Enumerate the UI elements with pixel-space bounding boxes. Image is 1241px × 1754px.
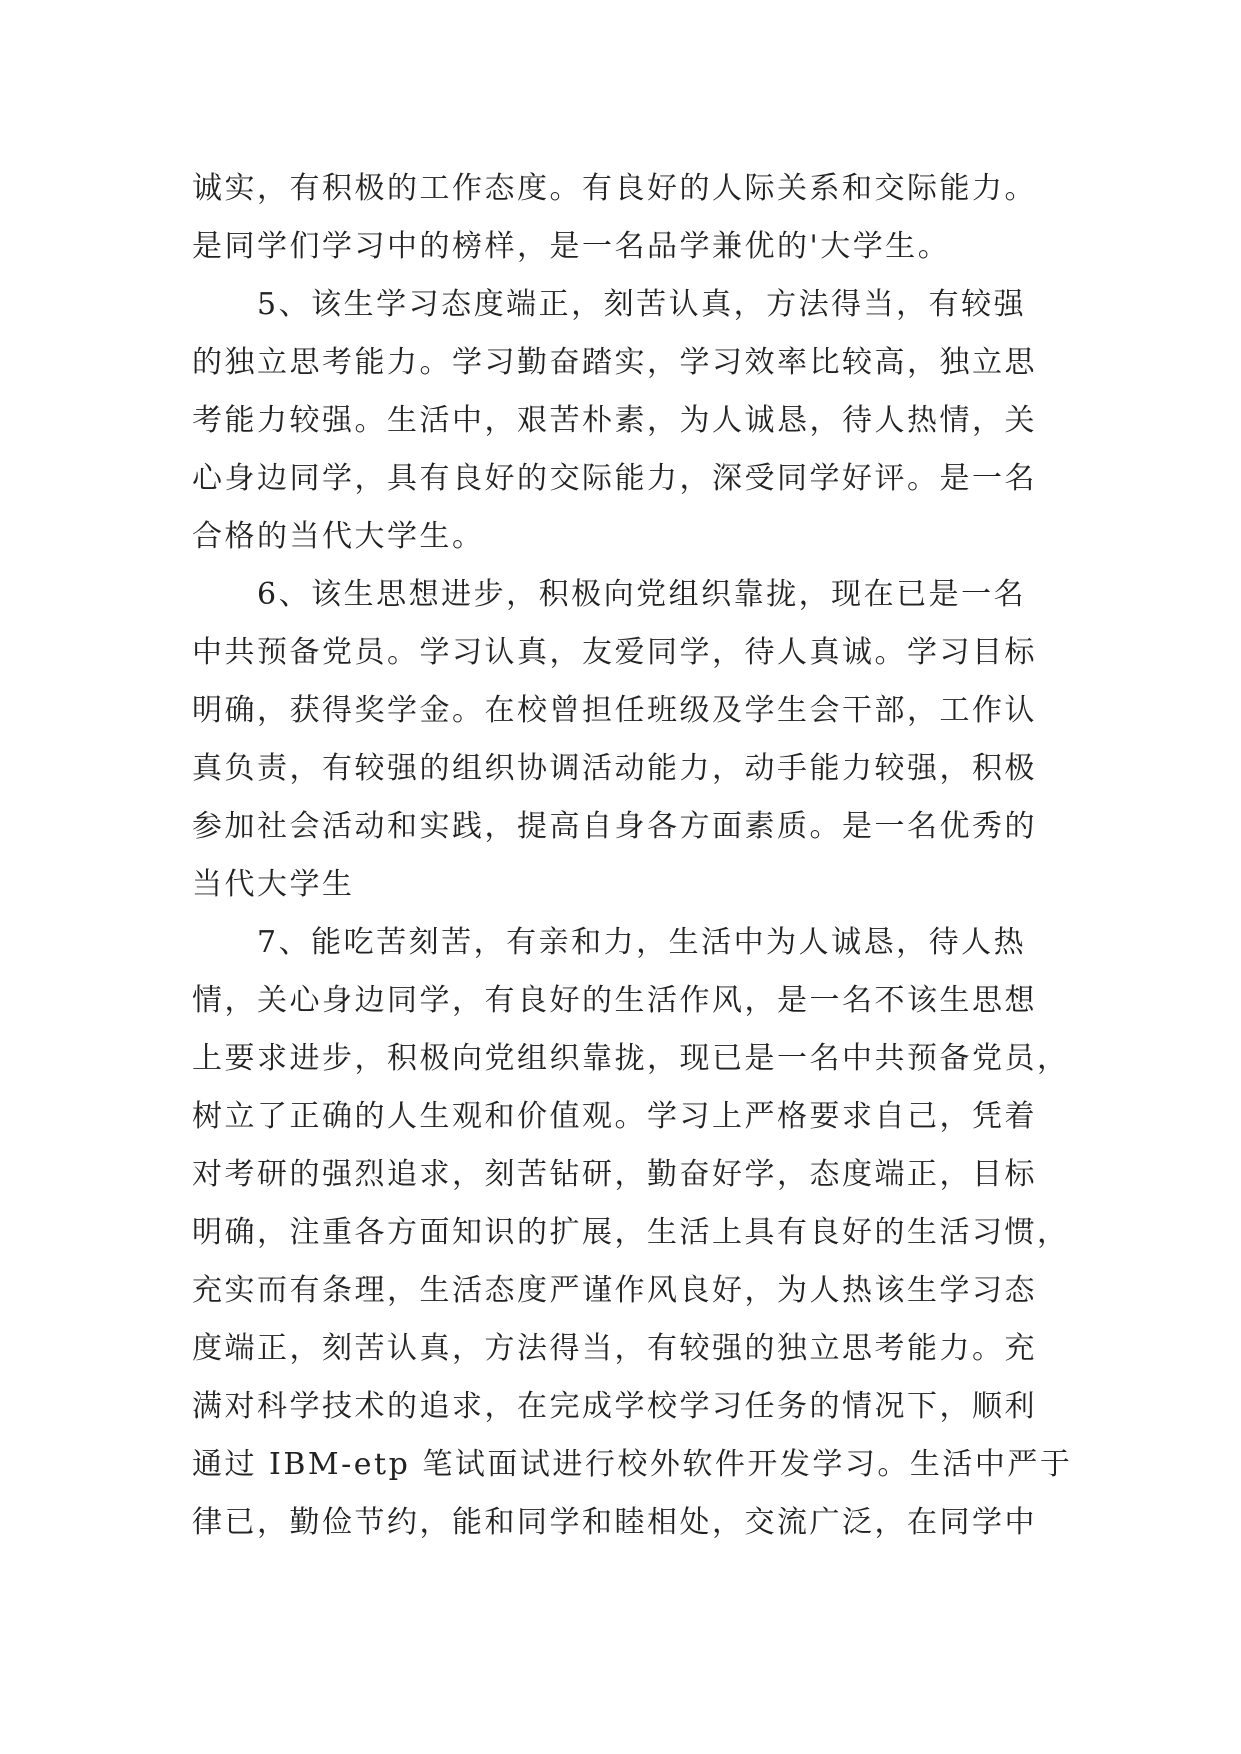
text-line: 明确，获得奖学金。在校曾担任班级及学生会干部，工作认 [192,693,1037,728]
text-line: 充实而有条理，生活态度严谨作风良好，为人热该生学习态 [192,1273,1037,1308]
paragraph-6-start: 6、该生思想进步，积极向党组织靠拢，现在已是一名 [192,577,1027,612]
text-line: 参加社会活动和实践，提高自身各方面素质。是一名优秀的 [192,809,1037,844]
text-line: 满对科学技术的追求，在完成学校学习任务的情况下，顺利 [192,1389,1037,1424]
text-line: 是同学们学习中的榜样，是一名品学兼优的'大学生。 [192,229,951,264]
text-line: 上要求进步，积极向党组织靠拢，现已是一名中共预备党员， [192,1041,1070,1076]
text-line: 合格的当代大学生。 [192,519,485,554]
text-line: 对考研的强烈追求，刻苦钻研，勤奋好学，态度端正，目标 [192,1157,1037,1192]
text-line: 心身边同学，具有良好的交际能力，深受同学好评。是一名 [192,461,1037,496]
text-line: 度端正，刻苦认真，方法得当，有较强的独立思考能力。充 [192,1331,1037,1366]
text-line: 当代大学生 [192,867,355,902]
text-line: 诚实，有积极的工作态度。有良好的人际关系和交际能力。 [192,171,1037,206]
text-line: 通过 IBM-etp 笔试面试进行校外软件开发学习。生活中严于 [192,1447,1073,1482]
text-line: 真负责，有较强的组织协调活动能力，动手能力较强，积极 [192,751,1037,786]
text-line: 律已，勤俭节约，能和同学和睦相处，交流广泛，在同学中 [192,1505,1037,1540]
text-line: 中共预备党员。学习认真，友爱同学，待人真诚。学习目标 [192,635,1037,670]
text-line: 情，关心身边同学，有良好的生活作风，是一名不该生思想 [192,983,1037,1018]
text-line: 明确，注重各方面知识的扩展，生活上具有良好的生活习惯， [192,1215,1070,1250]
paragraph-5-start: 5、该生学习态度端正，刻苦认真，方法得当，有较强 [192,287,1027,322]
text-line: 考能力较强。生活中，艰苦朴素，为人诚恳，待人热情，关 [192,403,1037,438]
text-line: 树立了正确的人生观和价值观。学习上严格要求自己，凭着 [192,1099,1037,1134]
paragraph-7-start: 7、能吃苦刻苦，有亲和力，生活中为人诚恳，待人热 [192,925,1027,960]
text-line: 的独立思考能力。学习勤奋踏实，学习效率比较高，独立思 [192,345,1037,380]
document-body [192,160,1072,1552]
